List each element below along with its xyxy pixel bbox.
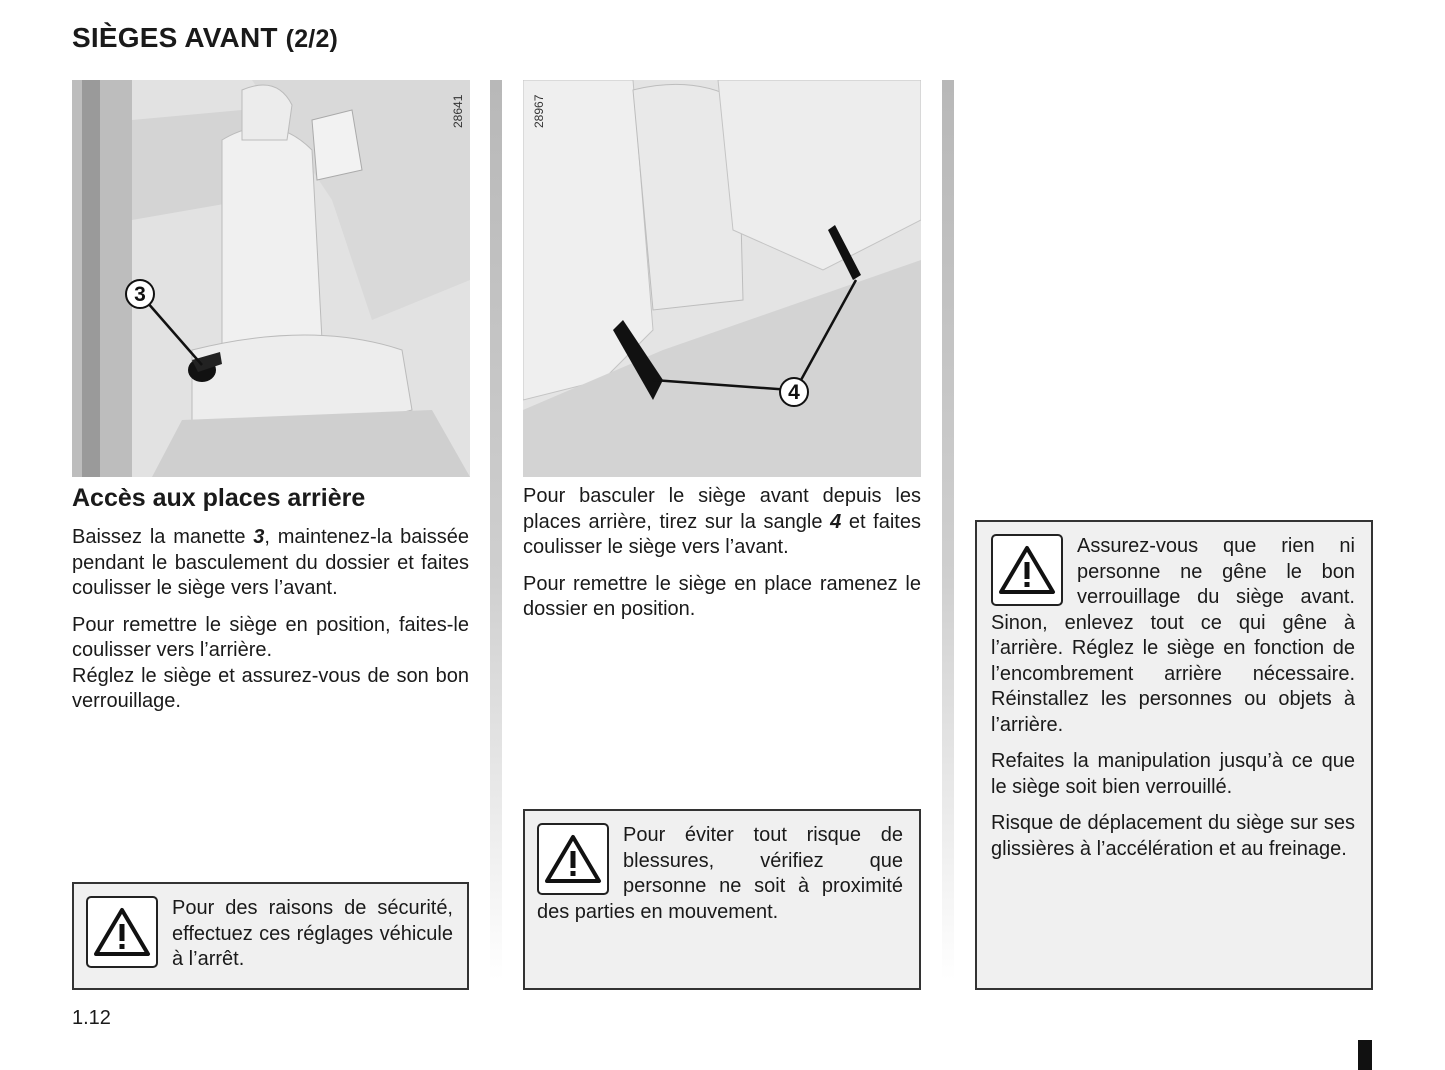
column-divider [942, 80, 954, 980]
text-span: et faites coulisser le siège vers l’avant. [523, 510, 921, 558]
column2-paragraph-2: Pour remettre le siège en place ramenez le dossier en position. [523, 572, 921, 620]
text-span: Pour basculer le siège avant depuis les places arrière, tirez sur la sangle [523, 485, 921, 533]
warning-paragraph-1: Assurez-vous que rien ni personne ne gêne le bon verrouillage du siège avant. Sinon, enlevez tout ce qui gêne à l’arrière. Réglez le siège en fonction de l’encombrement arrière nécessaire. Réinstallez les personnes ou objets à l’arrière. [991, 535, 1355, 736]
injury-warning-box [523, 809, 921, 990]
page-number: 1.12 [72, 1007, 111, 1029]
callout-ref-3: 3 [253, 526, 265, 548]
seat-lever-illustration [72, 80, 470, 477]
callout-3: 3 [134, 283, 146, 306]
figure-seat-strap [523, 80, 921, 477]
locking-warning-box [975, 520, 1373, 990]
warning-triangle-icon [991, 534, 1063, 606]
safety-warning-box [72, 882, 469, 990]
warning-text: Pour des raisons de sécurité, effectuez ces réglages véhicule à l’arrêt. [172, 897, 453, 970]
figure-seat-lever [72, 80, 470, 477]
column2-paragraph-1 [523, 484, 921, 561]
column1-paragraph-1 [72, 525, 469, 602]
warning-text: Pour éviter tout risque de blessures, vérifiez que personne ne soit à proximité des parties en mouvement. [537, 824, 903, 923]
column1-paragraph-2: Pour remettre le siège en position, faites-le coulisser vers l’arrière. [72, 613, 469, 661]
column1-text [72, 525, 469, 726]
text-span: , maintenez-la baissée pendant le basculement du dossier et faites coulisser le siège vers l’avant. [72, 526, 470, 599]
callout-4: 4 [788, 381, 800, 404]
warning-triangle-icon [86, 896, 158, 968]
figure-code: 28641 [451, 94, 465, 128]
column1-paragraph-3: Réglez le siège et assurez-vous de son bon verrouillage. [72, 664, 469, 712]
column2-text [523, 484, 921, 634]
column-divider [490, 80, 502, 980]
page-title [72, 22, 338, 54]
text-span: Baissez la manette [72, 526, 254, 548]
warning-paragraph-2: Refaites la manipulation jusqu’à ce que le siège soit bien verrouillé. [991, 750, 1355, 798]
warning-triangle-icon [537, 823, 609, 895]
seat-strap-illustration [523, 80, 921, 477]
page-title-main: SIÈGES AVANT [72, 22, 278, 53]
callout-ref-4: 4 [830, 510, 842, 533]
warning-paragraph-3: Risque de déplacement du siège sur ses glissières à l’accélération et au freinage. [991, 812, 1355, 860]
figure-code: 28967 [532, 94, 546, 128]
section-heading: Accès aux places arrière [72, 484, 366, 512]
page-title-suffix: (2/2) [285, 25, 339, 53]
page-edge-marker [1358, 1040, 1372, 1070]
